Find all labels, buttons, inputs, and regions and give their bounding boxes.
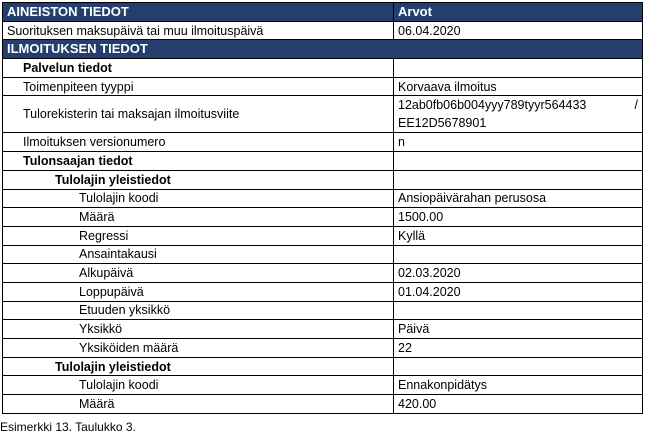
row-value [394,96,643,133]
row-value [394,301,643,320]
table-row [3,395,643,414]
row-label: Toimenpiteen tyyppi [3,77,394,96]
table-row [3,245,643,264]
row-value: n [394,133,643,152]
section-title: ILMOITUKSEN TIEDOT [3,40,643,59]
row-value: 1500.00 [394,208,643,227]
row-label: Määrä [3,395,394,414]
row-value: Päivä [394,320,643,339]
row-label: Yksikkö [3,320,394,339]
header-col1: AINEISTON TIEDOT [3,3,394,22]
row-label: Suorituksen maksupäivä tai muu ilmoituspäivä [3,21,394,40]
row-value: Ennakonpidätys [394,376,643,395]
empty-cell [394,357,643,376]
row-value: Ansiopäivärahan perusosa [394,189,643,208]
table-row [3,189,643,208]
row-label: Ilmoituksen versionumero [3,133,394,152]
subsection-title: Tulonsaajan tiedot [3,152,394,171]
subsection-row [3,152,643,171]
table-row [3,77,643,96]
row-label: Yksiköiden määrä [3,339,394,358]
subsection-title: Palvelun tiedot [3,59,394,78]
row-label: Määrä [3,208,394,227]
empty-cell [394,170,643,189]
header-col2: Arvot [394,3,643,22]
row-value: 02.03.2020 [394,264,643,283]
row-label: Tulolajin koodi [3,376,394,395]
table-row [3,21,643,40]
row-label: Etuuden yksikkö [3,301,394,320]
row-label: Tulorekisterin tai maksajan ilmoitusviite [3,96,394,133]
table-caption: Esimerkki 13. Taulukko 3. [0,420,136,434]
subsection-row [3,59,643,78]
subsection-title: Tulolajin yleistiedot [3,357,394,376]
reference-value-line2: EE12D5678901 [398,116,487,131]
table-row [3,226,643,245]
subsection-row [3,357,643,376]
reference-value-line1: 12ab0fb06b004yyy789tyyr564433 [398,98,587,113]
row-value: Korvaava ilmoitus [394,77,643,96]
empty-cell [394,152,643,171]
table-row [3,282,643,301]
row-value [394,245,643,264]
empty-cell [394,59,643,78]
table-header-row [3,3,643,22]
table-row [3,208,643,227]
subsection-row [3,170,643,189]
subsection-title: Tulolajin yleistiedot [3,170,394,189]
section-header-row [3,40,643,59]
row-label: Tulolajin koodi [3,189,394,208]
row-value: Kyllä [394,226,643,245]
table-row [3,320,643,339]
row-value: 22 [394,339,643,358]
table-row [3,339,643,358]
table-row [3,96,643,133]
row-label: Loppupäivä [3,282,394,301]
row-label: Alkupäivä [3,264,394,283]
data-table [2,2,643,414]
table-row [3,133,643,152]
row-value: 06.04.2020 [394,21,643,40]
table-row [3,301,643,320]
table-row [3,264,643,283]
row-value: 420.00 [394,395,643,414]
row-value: 01.04.2020 [394,282,643,301]
row-label: Regressi [3,226,394,245]
row-label: Ansaintakausi [3,245,394,264]
reference-separator: / [634,98,638,113]
table-row [3,376,643,395]
